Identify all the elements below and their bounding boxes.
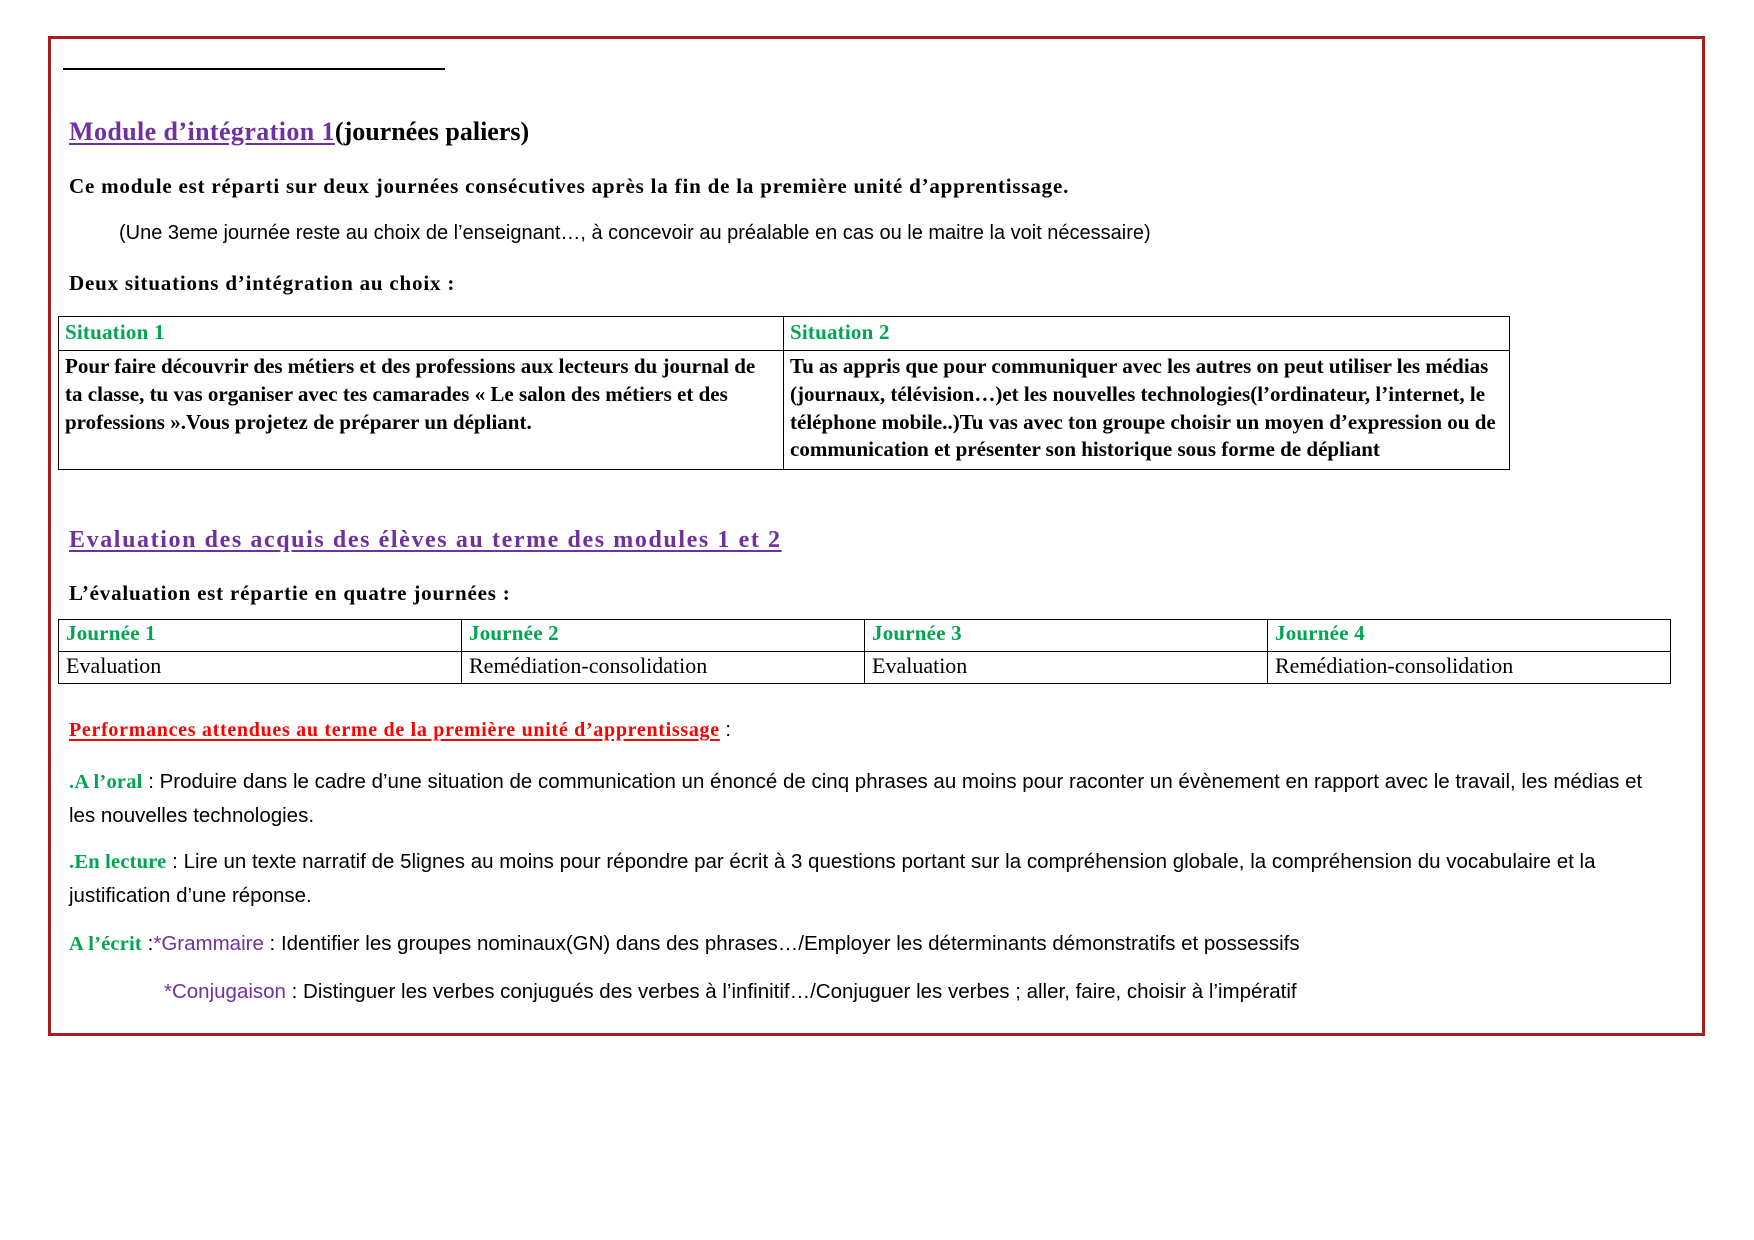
journee-2-header-cell — [462, 620, 865, 652]
journee-2-value: Remédiation-consolidation — [469, 653, 708, 678]
choice-line: Deux situations d’intégration au choix : — [69, 271, 456, 295]
performances-heading-tail: : — [719, 719, 731, 741]
journee-3-header-cell — [865, 620, 1268, 652]
performance-conjugaison-text: : Distinguer les verbes conjugués des verbes à l’infinitif…/Conjuguer les verbes ; aller, faire, choisir à l’impératif — [285, 980, 1297, 1003]
situation-2-header-cell — [784, 317, 1510, 351]
journee-2-header: Journée 2 — [469, 621, 559, 645]
table-row — [59, 351, 1510, 470]
performances-heading-red: Performances attendues au terme de la première unité d’apprentissage — [69, 719, 720, 741]
journee-1-value-cell — [59, 652, 462, 684]
journee-4-header-cell — [1268, 620, 1671, 652]
journee-1-header: Journée 1 — [66, 621, 156, 645]
performance-oral-text: : Produire dans le cadre d’une situation de communication un énoncé de cinq phrases au moins pour raconter un évènement en rapport avec le travail, les médias et les nouvelles technologies. — [69, 770, 1643, 828]
situation-1-header: Situation 1 — [65, 320, 165, 344]
situation-1-text: Pour faire découvrir des métiers et des professions aux lecteurs du journal de ta classe, tu vas organiser avec tes camarades « Le salon des métiers et des professions ».Vous projetez de préparer un dépliant. — [65, 354, 756, 434]
evaluation-intro-line: L’évaluation est répartie en quatre journées : — [69, 581, 511, 605]
journee-4-value: Remédiation-consolidation — [1275, 653, 1514, 678]
table-row — [59, 620, 1671, 652]
performance-oral — [69, 765, 1659, 832]
table-row — [59, 652, 1671, 684]
journee-4-value-cell — [1268, 652, 1671, 684]
performance-ecrit — [69, 927, 1659, 961]
performance-lecture-label: .En lecture — [69, 851, 167, 873]
intro-line: Ce module est réparti sur deux journées consécutives après la fin de la première unité d’apprentissage. — [69, 174, 1070, 198]
page-title — [69, 117, 529, 147]
situation-1-header-cell — [59, 317, 784, 351]
performance-ecrit-sublabel: *Grammaire — [153, 932, 264, 955]
situation-2-body-cell — [784, 351, 1510, 470]
journee-1-value: Evaluation — [66, 653, 162, 678]
journees-table — [58, 619, 1671, 684]
performance-oral-label: .A l’oral — [69, 771, 143, 793]
top-horizontal-rule — [63, 68, 445, 70]
journee-2-value-cell — [462, 652, 865, 684]
situations-table — [58, 316, 1510, 470]
table-row — [59, 317, 1510, 351]
journee-3-value: Evaluation — [872, 653, 968, 678]
performance-ecrit-text: : Identifier les groupes nominaux(GN) dans des phrases…/Employer les déterminants démonstratifs et possessifs — [263, 932, 1300, 955]
performance-ecrit-separator: : — [141, 932, 154, 955]
situation-2-header: Situation 2 — [790, 320, 890, 344]
performance-conjugaison — [164, 975, 1664, 1008]
evaluation-heading: Evaluation des acquis des élèves au terme des modules 1 et 2 — [69, 527, 782, 553]
page-content — [51, 39, 1702, 1033]
performance-ecrit-label: A l’écrit — [69, 933, 142, 955]
situation-2-text: Tu as appris que pour communiquer avec les autres on peut utiliser les médias (journaux, télévision…)et les nouvelles technologies(l’ordinateur, l’internet, le téléphone mobile..)Tu vas avec ton groupe choisir un moyen d’expression ou de communication et présenter son historique sous forme de dépliant — [790, 354, 1496, 462]
page-title-purple: Module d’intégration 1 — [69, 117, 335, 146]
page-border-frame — [48, 36, 1705, 1036]
journee-3-value-cell — [865, 652, 1268, 684]
performance-lecture — [69, 845, 1659, 912]
note-line: (Une 3eme journée reste au choix de l’enseignant…, à concevoir au préalable en cas ou le maitre la voit nécessaire) — [119, 222, 1151, 244]
performance-conjugaison-sublabel: *Conjugaison — [164, 980, 286, 1003]
journee-1-header-cell — [59, 620, 462, 652]
journee-3-header: Journée 3 — [872, 621, 962, 645]
situation-1-body-cell — [59, 351, 784, 470]
journee-4-header: Journée 4 — [1275, 621, 1365, 645]
performance-lecture-text: : Lire un texte narratif de 5lignes au moins pour répondre par écrit à 3 questions portant sur la compréhension globale, la compréhension du vocabulaire et la justification d’une réponse. — [69, 850, 1596, 908]
performances-heading — [69, 719, 731, 742]
page-title-black: (journées paliers) — [334, 117, 530, 146]
